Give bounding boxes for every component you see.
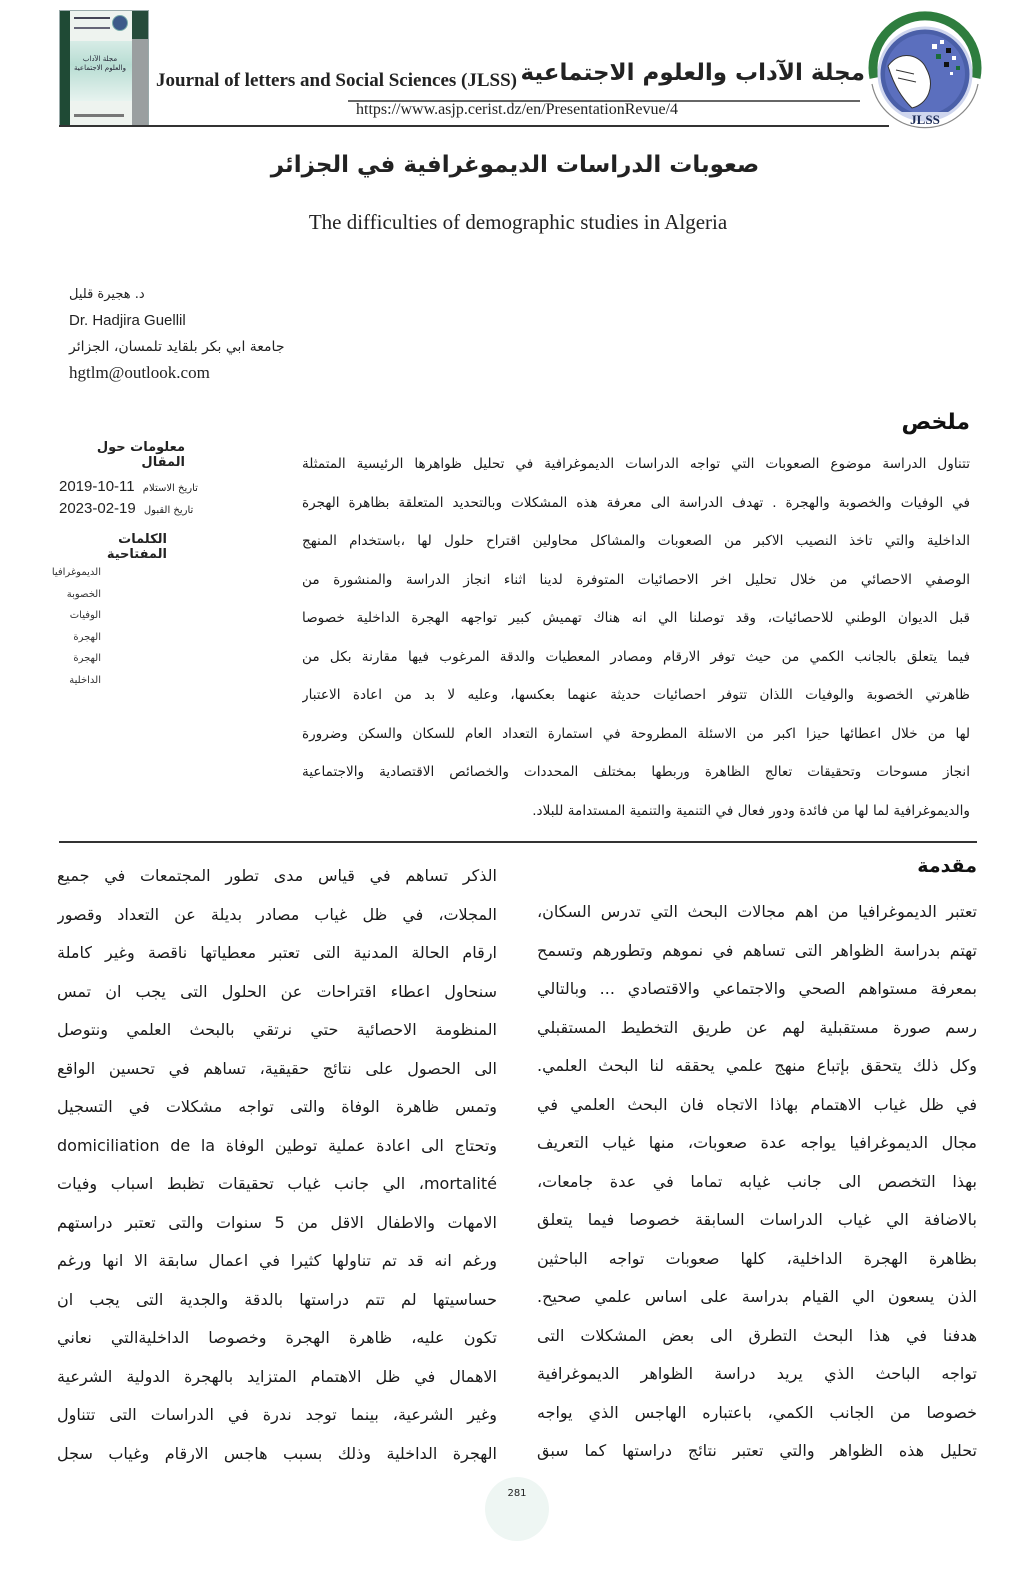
- body-line: هدفنا في هذا البحث التطرق الى بعض المشكلات التى: [537, 1325, 977, 1345]
- accepted-label: تاريخ القبول: [143, 505, 194, 516]
- abstract-heading: ملخص: [901, 410, 970, 435]
- introduction-right-column: [537, 893, 977, 1471]
- body-line: الامهات والاطفال الاقل من 5 سنوات والتى تعتبر دراستهم: [57, 1212, 497, 1232]
- keyword-item: الخصوبة: [66, 588, 101, 600]
- body-line: المجلات، في ظل غياب مصادر بديلة عن التعداد وقصور: [57, 904, 497, 924]
- article-title-english: The difficulties of demographic studies in Algeria: [308, 210, 728, 234]
- abstract-line: انجاز مسوحات وتحقيقات تعالج الظاهرة وربطها بمختلف المحددات والخصائص الاقتصادية والاجتماعية: [302, 764, 970, 780]
- author-name-english: Dr. Hadjira Guellil: [69, 312, 186, 329]
- body-line: وغير الشرعية، بينما توجد ندرة في الدراسات التى تتناول: [57, 1405, 497, 1424]
- cover-footer-text: [74, 114, 124, 117]
- abstract-line: الوصفي الاحصائي من خلال تحليل اخر الاحصائيات المتوفرة لدينا اثناء انجاز الدراسة والمنشورة من: [302, 571, 970, 588]
- accepted-date-row: [59, 498, 249, 520]
- keywords-heading: الكلمات المفتاحية: [106, 532, 167, 562]
- body-line: بظاهرة الهجرة الداخلية، كلها صعوبات تواجه الباحثين: [537, 1248, 977, 1268]
- abstract-body: [302, 445, 970, 830]
- article-info-heading: معلومات حول المقال: [96, 440, 185, 470]
- cover-english-title-lines: [74, 17, 110, 29]
- body-line: ورغم انه قد تم تناولها كثيرا في اعمال سابقة الا انها ورغم: [57, 1251, 497, 1270]
- article-info-sidebar: [51, 440, 249, 691]
- cover-title: مجلة الآداب والعلوم الاجتماعية: [74, 55, 126, 72]
- body-line: المنظومة الاحصائية حتي نرتقي بالبحث العلمي ونتوصل: [57, 1020, 497, 1039]
- author-name-arabic: د. هجيرة قليل: [69, 287, 145, 302]
- abstract-line: لها من خلال اعطائها حيزا اكبر من الاسئلة المطروحة في استمارة التعداد العام للسكان والسكن وضرورة: [302, 725, 970, 742]
- received-date: 2019-10-11: [59, 478, 135, 495]
- author-email-link[interactable]: hgtlm@outlook.com: [69, 363, 210, 382]
- abstract-line: الداخلية والتي تاخذ النصيب الاكبر من الصعوبات والمشاكل محاولين اقتراح حلول لها ،باستخدام المنهج: [302, 533, 970, 549]
- body-line: سنحاول اعطاء اقتراحات عن الحلول التى يجب ان تمس: [57, 981, 497, 1001]
- body-line: مجال الديموغرافيا يواجه عدة صعوبات، منها غياب التعريف: [537, 1133, 977, 1152]
- body-line: الاهمال في ظل الاهتمام المتزايد بالهجرة الدولية الشرعية: [57, 1366, 497, 1386]
- received-date-row: [59, 476, 249, 498]
- journal-cover-image: [59, 10, 149, 126]
- body-line: تحليل هذه الظواهر والتي تعتبر نتائج دراستها كما سبق: [537, 1441, 977, 1460]
- body-line: ارقام الحالة المدنية التى تعتبر معطياتها ناقصة وغير كاملة: [57, 943, 497, 962]
- body-line: بهذا التخصص الى جانب غيابه تماما في عدة جامعات،: [537, 1171, 977, 1191]
- body-line: تواجه الباحث الذي يريد دراسة الظواهر الديموغرافية: [537, 1364, 977, 1383]
- body-line: وتحتاج الى اعادة عملية توطين الوفاة domiciliation de la: [57, 1135, 497, 1155]
- body-line: تهتم بدراسة الظواهر التى تساهم في نموهم وتطورهم وتسمح: [537, 940, 977, 960]
- abstract-line: والديموغرافية لما لها من فائدة ودور فعال في التنمية والتنمية المستدامة للبلاد.: [532, 802, 970, 819]
- introduction-heading: مقدمة: [917, 855, 977, 877]
- abstract-line: في الوفيات والخصوبة والهجرة . تهدف الدراسة الى معرفة هذه المشكلات وبالتحديد المتعلقة بظاهرة الهجرة: [302, 494, 970, 511]
- article-title-arabic: صعوبات الدراسات الديموغرافية في الجزائر: [270, 152, 760, 178]
- header-divider: [59, 125, 889, 127]
- abstract-line: قبل الديوان الوطني للاحصائيات، وقد توصلنا الي انه هناك تهميش كبير تواجهه الهجرة الداخلية خصوصا: [302, 610, 970, 626]
- body-line: الذكر تساهم في قياس مدى تطور المجتمعات في جميع: [57, 866, 497, 885]
- journal-name-english: Journal of letters and Social Sciences (JLSS): [156, 70, 517, 91]
- introduction-left-column: [57, 857, 497, 1473]
- body-line: بمعرفة مستواهم الصحي والاجتماعي والاقتصادي ... وبالتالي: [537, 979, 977, 998]
- body-line: تعتبر الديموغرافيا من اهم مجالات البحث التي تدرس السكان،: [537, 902, 977, 921]
- journal-name-arabic: مجلة الآداب والعلوم الاجتماعية: [520, 60, 865, 86]
- svg-text:JLSS: JLSS: [910, 112, 940, 127]
- author-block: [69, 282, 369, 386]
- body-line: رسم صورة مستقبلية لهم عن طريق التخطيط المستقبلي: [537, 1017, 977, 1037]
- abstract-line: فيما يتعلق بالجانب الكمي من حيث توفر الارقام ومصادر المعطيات والدقة المرغوب فيها مقارنة بكل من: [302, 648, 970, 665]
- author-affiliation: جامعة ابي بكر بلقايد تلمسان، الجزائر: [69, 339, 285, 355]
- body-line: وتمس ظاهرة الوفاة والتى تواجه مشكلات في التسجيل: [57, 1097, 497, 1116]
- keyword-item: الداخلية: [69, 674, 101, 686]
- body-line: في ظل غياب الاهتمام بهاذا الاتجاه فان البحث العلمي في: [537, 1094, 977, 1114]
- keyword-item: الوفيات: [69, 610, 101, 621]
- body-line: الذن يسعون الي القيام بدراسة على اساس علمي صحيح.: [537, 1287, 977, 1306]
- keyword-item: الديموغرافيا: [51, 567, 101, 578]
- received-label: تاريخ الاستلام: [142, 483, 198, 494]
- cover-spine-left: [60, 11, 70, 125]
- accepted-date: 2023-02-19: [59, 500, 136, 517]
- page-number: 281: [485, 1477, 549, 1541]
- body-line: الى الحصول على نتائج حقيقية، تساهم في تحسين الواقع: [57, 1058, 497, 1078]
- abstract-line: ظاهرتي الخصوبة والوفيات اللذان تتوفر احصائيات حديثة عنهما بعكسها، وعليه لا بد من اعادة الاعتبار: [302, 687, 970, 703]
- body-line: خصوصا من الجانب الكمي، باعتباره الهاجس الذي يواجه: [537, 1402, 977, 1422]
- keyword-item: الهجرة: [73, 653, 101, 664]
- keyword-item: الهجرة: [73, 631, 101, 643]
- cover-logo-icon: [112, 15, 128, 31]
- body-line: mortalité، الي جانب غياب تحقيقات تظبط اسباب وفيات: [57, 1174, 497, 1193]
- body-line: وكل ذلك يتحقق بإتباع منهج علمي يحققه لنا البحث العلمي.: [537, 1056, 977, 1075]
- body-line: بالاضافة الي غياب الدراسات السابقة خصوصا فيما يتعلق: [537, 1210, 977, 1229]
- cover-issue-box: [132, 11, 148, 39]
- abstract-line: تتناول الدراسة موضوع الصعوبات التي تواجه الدراسات الديموغرافية في تحليل ظواهرها الرئيسية المتمثلة: [302, 456, 970, 472]
- journal-url-link[interactable]: https://www.asjp.cerist.dz/en/PresentationRevue/4: [356, 101, 679, 118]
- body-line: حساسيتها لم تتم دراستها بالدقة والجدية التى يجب ان: [57, 1289, 497, 1309]
- body-line: الهجرة الداخلية وذلك بسبب هاجس الارقام وغياب سجل: [57, 1443, 497, 1463]
- section-divider: [59, 841, 977, 843]
- jlss-logo-icon: [866, 8, 984, 138]
- body-line: تكون عليه، ظاهرة الهجرة وخصوصا الداخليةالتي نعاني: [57, 1328, 497, 1347]
